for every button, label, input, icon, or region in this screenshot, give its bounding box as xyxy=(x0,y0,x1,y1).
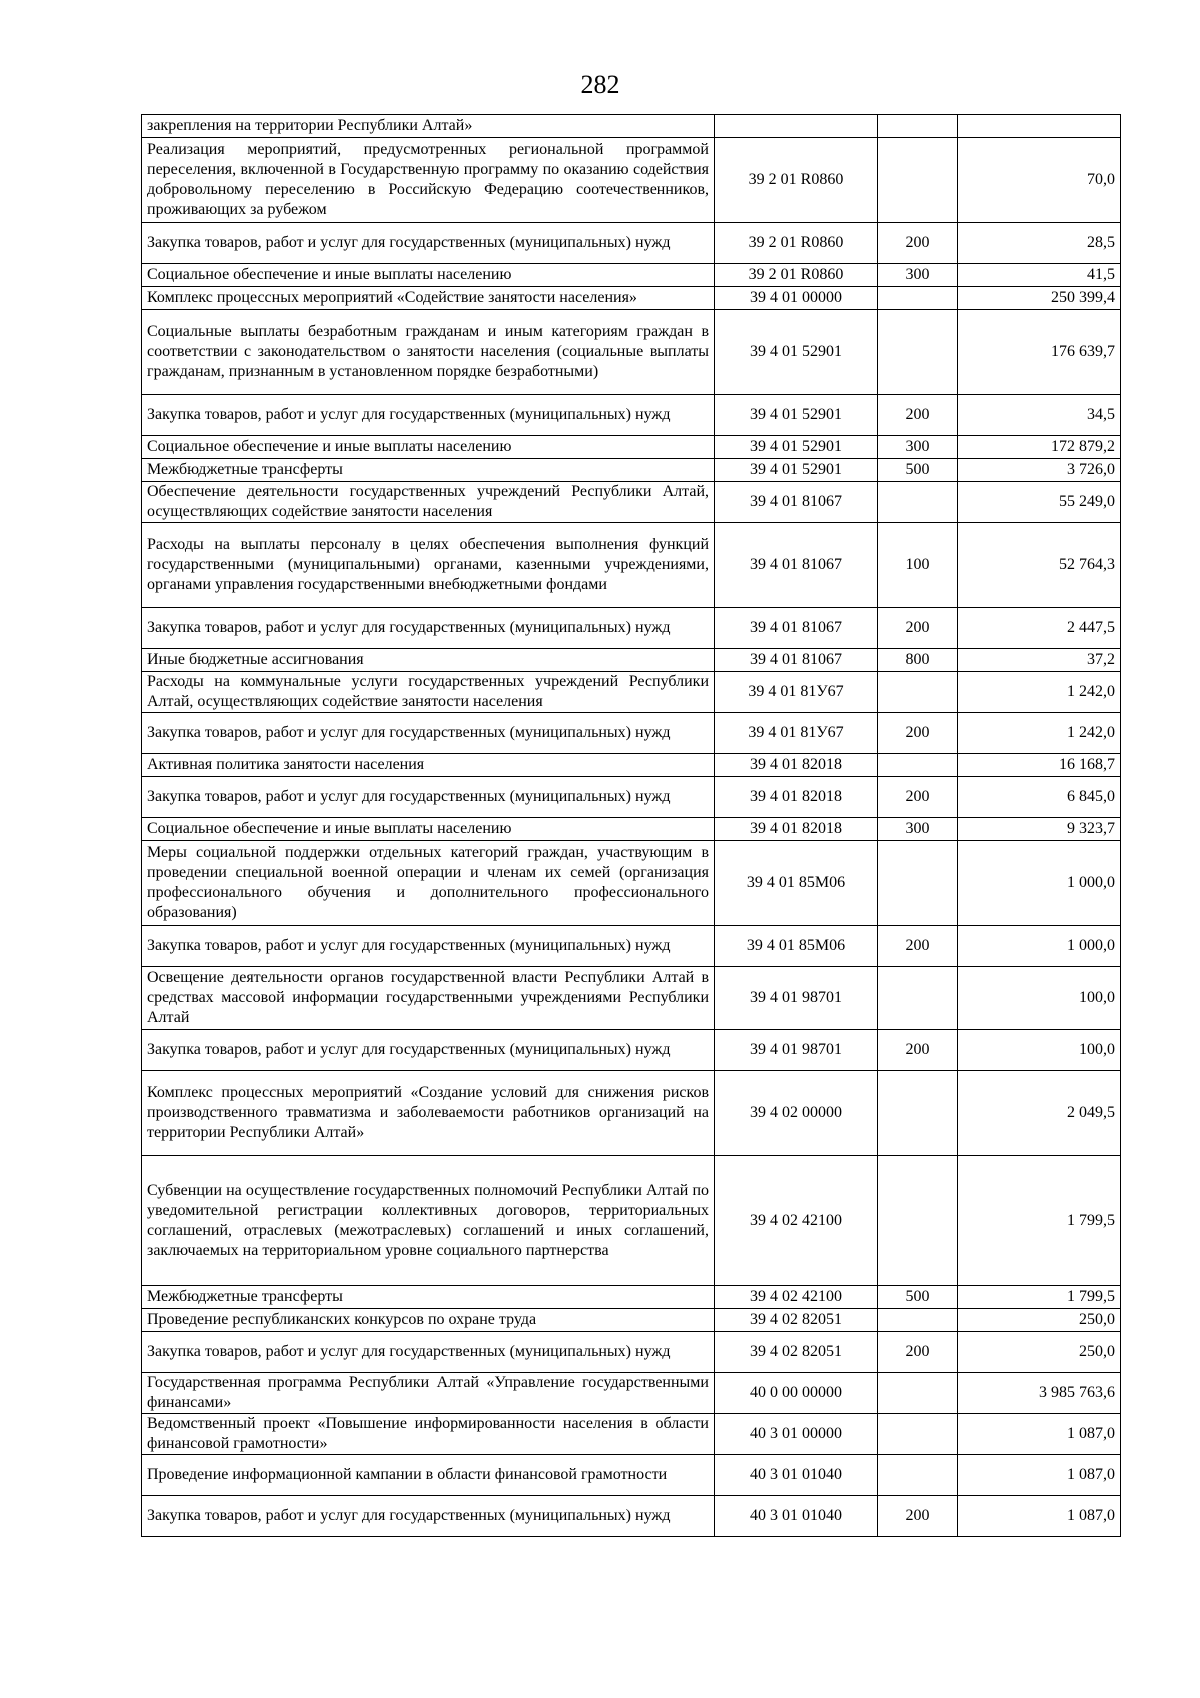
row-type-cell xyxy=(878,310,958,395)
table-row xyxy=(142,1496,1121,1537)
table-row xyxy=(142,649,1121,672)
row-type-cell: 200 xyxy=(878,926,958,967)
row-name-cell: Социальное обеспечение и иные выплаты населению xyxy=(142,436,715,459)
row-type-cell xyxy=(878,1309,958,1332)
row-code-cell: 39 4 02 82051 xyxy=(715,1309,878,1332)
table-row xyxy=(142,1332,1121,1373)
page-number: 282 xyxy=(580,70,620,99)
row-code-cell: 40 3 01 00000 xyxy=(715,1414,878,1455)
row-name-cell: Ведомственный проект «Повышение информированности населения в области финансовой грамотности» xyxy=(142,1414,715,1455)
row-type-cell: 200 xyxy=(878,1030,958,1071)
row-code-cell: 39 4 01 00000 xyxy=(715,287,878,310)
row-code-cell: 39 4 01 98701 xyxy=(715,1030,878,1071)
row-name-cell: Социальное обеспечение и иные выплаты населению xyxy=(142,264,715,287)
table-row xyxy=(142,777,1121,818)
table-row xyxy=(142,1071,1121,1156)
row-code-cell: 39 4 01 81067 xyxy=(715,649,878,672)
row-code-cell: 39 4 01 85М06 xyxy=(715,841,878,926)
row-sum-cell: 34,5 xyxy=(958,395,1121,436)
row-code-cell: 39 4 02 00000 xyxy=(715,1071,878,1156)
table-row xyxy=(142,1373,1121,1414)
row-sum-cell: 100,0 xyxy=(958,1030,1121,1071)
row-type-cell: 500 xyxy=(878,1286,958,1309)
row-code-cell: 39 4 01 52901 xyxy=(715,436,878,459)
row-sum-cell: 3 726,0 xyxy=(958,459,1121,482)
row-name-cell: Реализация мероприятий, предусмотренных региональной программой переселения, включенной в Государственную программу по оказанию содействия добровольному переселению в Российскую Федерацию соотечественников, проживающих за рубежом xyxy=(142,138,715,223)
row-sum-cell: 55 249,0 xyxy=(958,482,1121,523)
row-name-cell: Государственная программа Республики Алтай «Управление государственными финансами» xyxy=(142,1373,715,1414)
table-row xyxy=(142,1309,1121,1332)
row-sum-cell: 250 399,4 xyxy=(958,287,1121,310)
row-type-cell: 300 xyxy=(878,436,958,459)
table-row xyxy=(142,287,1121,310)
budget-table-body xyxy=(142,115,1121,1537)
row-code-cell: 39 4 02 42100 xyxy=(715,1156,878,1286)
table-row xyxy=(142,223,1121,264)
table-row xyxy=(142,1286,1121,1309)
row-sum-cell: 1 242,0 xyxy=(958,672,1121,713)
row-code-cell xyxy=(715,115,878,138)
row-code-cell: 40 3 01 01040 xyxy=(715,1496,878,1537)
row-type-cell xyxy=(878,287,958,310)
row-type-cell xyxy=(878,1373,958,1414)
row-name-cell: Комплекс процессных мероприятий «Создание условий для снижения рисков производственного травматизма и заболеваемости работников организаций на территории Республики Алтай» xyxy=(142,1071,715,1156)
row-name-cell: Социальное обеспечение и иные выплаты населению xyxy=(142,818,715,841)
row-code-cell: 39 4 01 98701 xyxy=(715,967,878,1030)
table-row xyxy=(142,1156,1121,1286)
table-row xyxy=(142,1030,1121,1071)
table-row xyxy=(142,310,1121,395)
row-sum-cell: 6 845,0 xyxy=(958,777,1121,818)
row-code-cell: 39 2 01 R0860 xyxy=(715,138,878,223)
row-sum-cell: 28,5 xyxy=(958,223,1121,264)
row-name-cell: Расходы на выплаты персоналу в целях обеспечения выполнения функций государственными (муниципальными) органами, казенными учреждениями, органами управления государственными внебюджетными фондами xyxy=(142,523,715,608)
row-name-cell: Межбюджетные трансферты xyxy=(142,1286,715,1309)
row-code-cell: 40 0 00 00000 xyxy=(715,1373,878,1414)
row-name-cell: Проведение информационной кампании в области финансовой грамотности xyxy=(142,1455,715,1496)
row-code-cell: 39 2 01 R0860 xyxy=(715,264,878,287)
row-sum-cell: 41,5 xyxy=(958,264,1121,287)
row-sum-cell: 172 879,2 xyxy=(958,436,1121,459)
row-name-cell: Закупка товаров, работ и услуг для государственных (муниципальных) нужд xyxy=(142,926,715,967)
row-sum-cell: 1 087,0 xyxy=(958,1455,1121,1496)
row-type-cell: 200 xyxy=(878,777,958,818)
table-row xyxy=(142,672,1121,713)
row-name-cell: Закупка товаров, работ и услуг для государственных (муниципальных) нужд xyxy=(142,395,715,436)
table-row xyxy=(142,395,1121,436)
row-code-cell: 39 4 01 52901 xyxy=(715,310,878,395)
row-sum-cell: 1 799,5 xyxy=(958,1156,1121,1286)
row-type-cell xyxy=(878,672,958,713)
row-type-cell: 200 xyxy=(878,608,958,649)
row-sum-cell: 1 000,0 xyxy=(958,926,1121,967)
row-code-cell: 39 4 02 42100 xyxy=(715,1286,878,1309)
row-code-cell: 39 4 02 82051 xyxy=(715,1332,878,1373)
row-type-cell xyxy=(878,841,958,926)
row-sum-cell: 250,0 xyxy=(958,1309,1121,1332)
row-sum-cell: 1 799,5 xyxy=(958,1286,1121,1309)
table-row xyxy=(142,482,1121,523)
row-type-cell xyxy=(878,1071,958,1156)
row-name-cell: Проведение республиканских конкурсов по охране труда xyxy=(142,1309,715,1332)
row-sum-cell: 9 323,7 xyxy=(958,818,1121,841)
table-row xyxy=(142,115,1121,138)
row-sum-cell: 176 639,7 xyxy=(958,310,1121,395)
row-name-cell: Закупка товаров, работ и услуг для государственных (муниципальных) нужд xyxy=(142,1332,715,1373)
row-sum-cell: 70,0 xyxy=(958,138,1121,223)
row-type-cell xyxy=(878,1414,958,1455)
row-name-cell: Комплекс процессных мероприятий «Содействие занятости населения» xyxy=(142,287,715,310)
row-code-cell: 39 4 01 81У67 xyxy=(715,713,878,754)
row-name-cell: Закупка товаров, работ и услуг для государственных (муниципальных) нужд xyxy=(142,713,715,754)
row-name-cell: Межбюджетные трансферты xyxy=(142,459,715,482)
row-name-cell: Закупка товаров, работ и услуг для государственных (муниципальных) нужд xyxy=(142,777,715,818)
row-code-cell: 39 4 01 82018 xyxy=(715,818,878,841)
row-name-cell: Закупка товаров, работ и услуг для государственных (муниципальных) нужд xyxy=(142,1030,715,1071)
table-row xyxy=(142,818,1121,841)
row-type-cell: 200 xyxy=(878,713,958,754)
table-row xyxy=(142,523,1121,608)
row-name-cell: Обеспечение деятельности государственных учреждений Республики Алтай, осуществляющих содействие занятости населения xyxy=(142,482,715,523)
table-row xyxy=(142,1455,1121,1496)
row-type-cell: 800 xyxy=(878,649,958,672)
row-name-cell: Расходы на коммунальные услуги государственных учреждений Республики Алтай, осуществляющих содействие занятости населения xyxy=(142,672,715,713)
row-type-cell xyxy=(878,1156,958,1286)
row-type-cell: 200 xyxy=(878,1332,958,1373)
row-type-cell: 300 xyxy=(878,264,958,287)
row-code-cell: 39 2 01 R0860 xyxy=(715,223,878,264)
row-sum-cell: 1 242,0 xyxy=(958,713,1121,754)
row-type-cell xyxy=(878,967,958,1030)
table-row xyxy=(142,138,1121,223)
table-row xyxy=(142,841,1121,926)
row-sum-cell: 2 049,5 xyxy=(958,1071,1121,1156)
row-name-cell: Закупка товаров, работ и услуг для государственных (муниципальных) нужд xyxy=(142,608,715,649)
row-name-cell: Закупка товаров, работ и услуг для государственных (муниципальных) нужд xyxy=(142,1496,715,1537)
row-code-cell: 39 4 01 52901 xyxy=(715,395,878,436)
table-row xyxy=(142,608,1121,649)
table-row xyxy=(142,967,1121,1030)
row-type-cell xyxy=(878,1455,958,1496)
row-name-cell: Закупка товаров, работ и услуг для государственных (муниципальных) нужд xyxy=(142,223,715,264)
row-type-cell xyxy=(878,138,958,223)
table-row xyxy=(142,436,1121,459)
row-name-cell: Социальные выплаты безработным гражданам и иным категориям граждан в соответствии с законодательством о занятости населения (социальные выплаты гражданам, признанным в установленном порядке безработными) xyxy=(142,310,715,395)
row-name-cell: Меры социальной поддержки отдельных категорий граждан, участвующим в проведении специальной военной операции и членам их семей (организация профессионального обучения и дополнительного профессионального образования) xyxy=(142,841,715,926)
row-sum-cell: 16 168,7 xyxy=(958,754,1121,777)
row-type-cell: 300 xyxy=(878,818,958,841)
row-name-cell: Иные бюджетные ассигнования xyxy=(142,649,715,672)
row-type-cell: 200 xyxy=(878,395,958,436)
row-code-cell: 39 4 01 81067 xyxy=(715,608,878,649)
row-name-cell: Освещение деятельности органов государственной власти Республики Алтай в средствах массовой информации государственными учреждениями Республики Алтай xyxy=(142,967,715,1030)
row-sum-cell: 250,0 xyxy=(958,1332,1121,1373)
row-code-cell: 39 4 01 82018 xyxy=(715,777,878,818)
table-row xyxy=(142,754,1121,777)
table-row xyxy=(142,459,1121,482)
row-name-cell: закрепления на территории Республики Алтай» xyxy=(142,115,715,138)
row-name-cell: Субвенции на осуществление государственных полномочий Республики Алтай по уведомительной регистрации коллективных договоров, территориальных соглашений, отраслевых (межотраслевых) соглашений и иных соглашений, заключаемых на территориальном уровне социального партнерства xyxy=(142,1156,715,1286)
row-sum-cell: 1 087,0 xyxy=(958,1496,1121,1537)
row-sum-cell: 100,0 xyxy=(958,967,1121,1030)
row-type-cell: 500 xyxy=(878,459,958,482)
row-code-cell: 39 4 01 85М06 xyxy=(715,926,878,967)
row-type-cell: 100 xyxy=(878,523,958,608)
row-sum-cell: 52 764,3 xyxy=(958,523,1121,608)
row-sum-cell: 37,2 xyxy=(958,649,1121,672)
row-name-cell: Активная политика занятости населения xyxy=(142,754,715,777)
table-row xyxy=(142,264,1121,287)
row-type-cell: 200 xyxy=(878,223,958,264)
row-sum-cell: 2 447,5 xyxy=(958,608,1121,649)
row-type-cell xyxy=(878,115,958,138)
row-sum-cell: 1 087,0 xyxy=(958,1414,1121,1455)
budget-table xyxy=(141,114,1121,1537)
row-code-cell: 40 3 01 01040 xyxy=(715,1455,878,1496)
table-row xyxy=(142,713,1121,754)
table-row xyxy=(142,926,1121,967)
row-code-cell: 39 4 01 81У67 xyxy=(715,672,878,713)
row-code-cell: 39 4 01 81067 xyxy=(715,523,878,608)
row-sum-cell xyxy=(958,115,1121,138)
row-type-cell: 200 xyxy=(878,1496,958,1537)
row-code-cell: 39 4 01 82018 xyxy=(715,754,878,777)
table-row xyxy=(142,1414,1121,1455)
row-code-cell: 39 4 01 52901 xyxy=(715,459,878,482)
row-type-cell xyxy=(878,482,958,523)
row-code-cell: 39 4 01 81067 xyxy=(715,482,878,523)
row-sum-cell: 1 000,0 xyxy=(958,841,1121,926)
row-sum-cell: 3 985 763,6 xyxy=(958,1373,1121,1414)
row-type-cell xyxy=(878,754,958,777)
